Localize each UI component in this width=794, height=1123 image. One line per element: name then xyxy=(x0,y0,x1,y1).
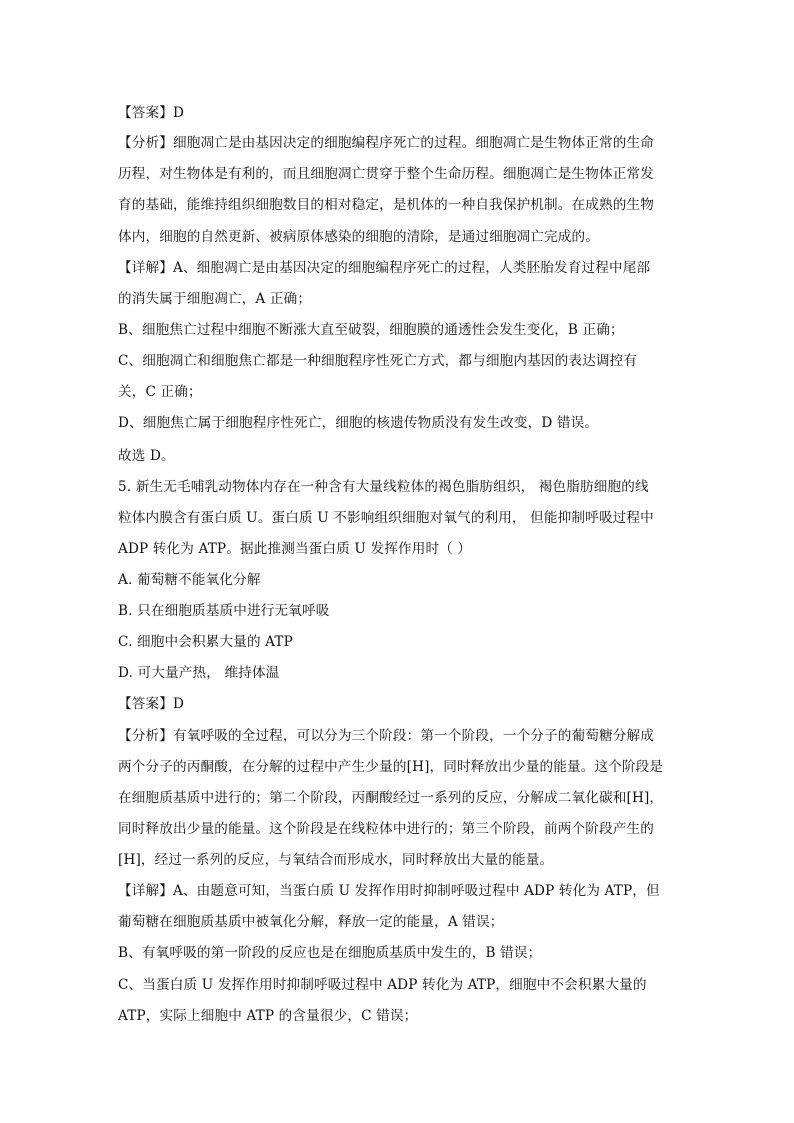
explanation-line: 【详解】A、细胞凋亡是由基因决定的细胞编程序死亡的过程，人类胚胎发育过程中尾部 xyxy=(118,260,651,276)
explanation-line: B、细胞焦亡过程中细胞不断涨大直至破裂，细胞膜的通透性会发生变化，B 正确； xyxy=(118,322,624,338)
analysis-line: 体内，细胞的自然更新、被病原体感染的细胞的清除，是通过细胞凋亡完成的。 xyxy=(118,229,600,245)
analysis-line: 历程，对生物体是有利的，而且细胞凋亡贯穿于整个生命历程。细胞凋亡是生物体正常发 xyxy=(118,166,655,182)
explanation-line: B、有氧呼吸的第一阶段的反应也是在细胞质基质中发生的，B 错误； xyxy=(118,945,542,961)
explanation-line: 葡萄糖在细胞质基质中被氧化分解，释放一定的能量，A 错误； xyxy=(118,914,504,930)
analysis-line: 在细胞质基质中进行的；第二个阶段，丙酮酸经过一系列的反应，分解成二氧化碳和[H]， xyxy=(118,790,664,806)
answer-line: 【答案】D xyxy=(118,105,185,121)
explanation-line: 的消失属于细胞凋亡，A 正确； xyxy=(118,291,312,307)
option-c: C. 细胞中会积累大量的 ATP xyxy=(118,634,293,650)
question-stem-line: 5. 新生无毛哺乳动物体内存在一种含有大量线粒体的褐色脂肪组织， 褐色脂肪细胞的线 xyxy=(118,479,649,495)
explanation-line: ATP，实际上细胞中 ATP 的含量很少，C 错误； xyxy=(118,1008,418,1024)
option-d: D. 可大量产热， 维持体温 xyxy=(118,665,280,681)
explanation-line: C、当蛋白质 U 发挥作用时抑制呼吸过程中 ADP 转化为 ATP，细胞中不会积累大量的 xyxy=(118,977,647,993)
analysis-line: 育的基础，能维持组织细胞数目的相对稳定，是机体的一种自我保护机制。在成熟的生物 xyxy=(118,197,655,213)
option-a: A. 葡萄糖不能氧化分解 xyxy=(118,572,261,588)
explanation-line: 【详解】A、由题意可知，当蛋白质 U 发挥作用时抑制呼吸过程中 ADP 转化为 ATP，但 xyxy=(118,883,660,899)
conclusion-line: 故选 D。 xyxy=(118,448,175,464)
analysis-line: 【分析】细胞凋亡是由基因决定的细胞编程序死亡的过程。细胞凋亡是生物体正常的生命 xyxy=(118,135,655,151)
answer-line: 【答案】D xyxy=(118,696,185,712)
analysis-line: [H]，经过一系列的反应，与氧结合而形成水，同时释放出大量的能量。 xyxy=(118,852,554,868)
analysis-line: 同时释放出少量的能量。这个阶段是在线粒体中进行的；第三个阶段，前两个阶段产生的 xyxy=(118,821,655,837)
analysis-line: 两个分子的丙酮酸，在分解的过程中产生少量的[H]，同时释放出少量的能量。这个阶段是 xyxy=(118,759,664,775)
explanation-line: C、细胞凋亡和细胞焦亡都是一种细胞程序性死亡方式，都与细胞内基因的表达调控有 xyxy=(118,353,638,369)
explanation-line: D、细胞焦亡属于细胞程序性死亡，细胞的核遗传物质没有发生改变，D 错误。 xyxy=(118,415,599,431)
question-stem-line: 粒体内膜含有蛋白质 U。蛋白质 U 不影响组织细胞对氧气的利用， 但能抑制呼吸过程中 xyxy=(118,510,654,526)
option-b: B. 只在细胞质基质中进行无氧呼吸 xyxy=(118,603,330,619)
analysis-line: 【分析】有氧呼吸的全过程，可以分为三个阶段：第一个阶段，一个分子的葡萄糖分解成 xyxy=(118,728,655,744)
question-stem-line: ADP 转化为 ATP。据此推测当蛋白质 U 发挥作用时（ ） xyxy=(118,541,472,557)
explanation-line: 关，C 正确； xyxy=(118,384,202,400)
